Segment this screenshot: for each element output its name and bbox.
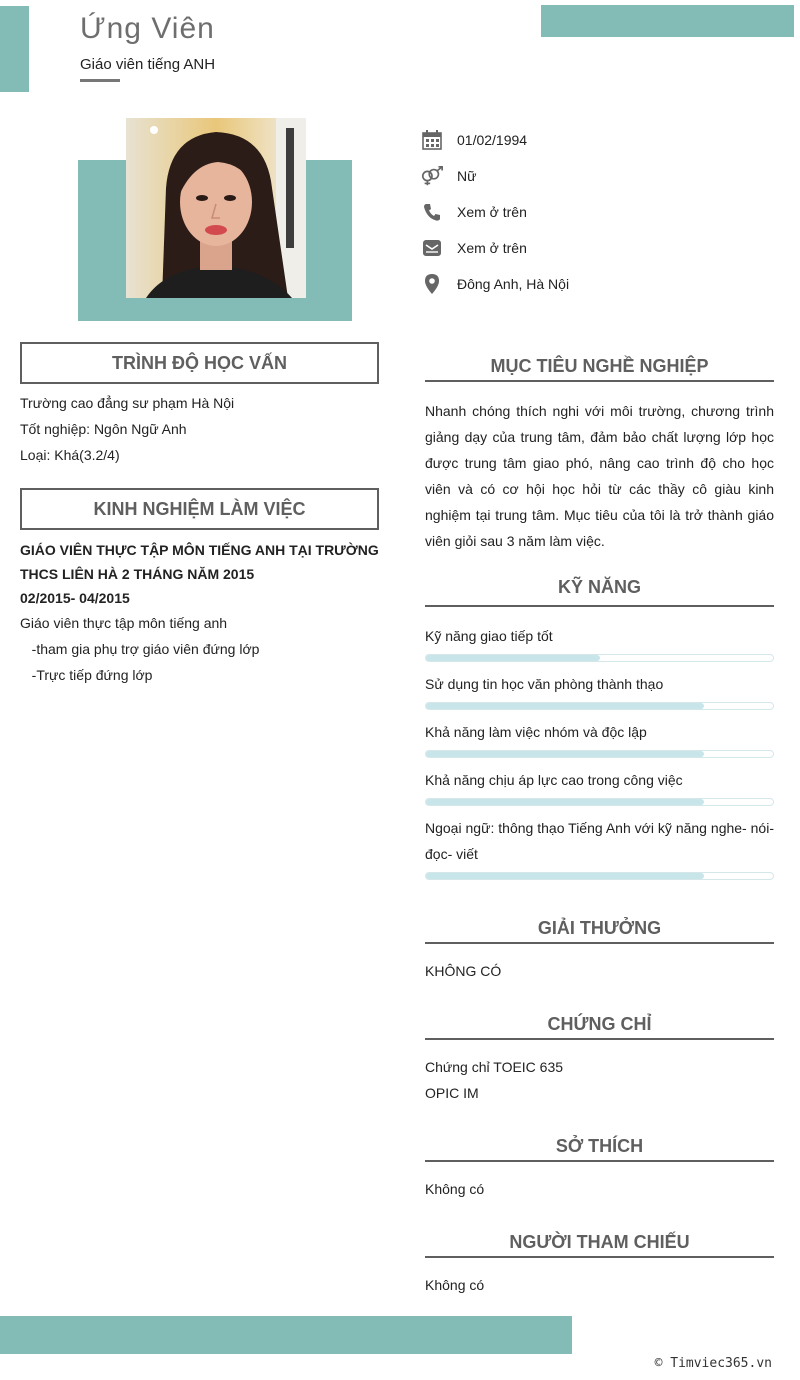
skill-bar xyxy=(425,798,774,806)
hobbies-title: SỞ THÍCH xyxy=(555,1136,644,1156)
location-pin-icon xyxy=(420,272,444,296)
experience-heading-cont: THCS LIÊN HÀ 2 THÁNG NĂM 2015 xyxy=(20,566,255,582)
awards-title: GIẢI THƯỞNG xyxy=(537,918,662,938)
email-icon xyxy=(420,236,444,260)
contact-text: Xem ở trên xyxy=(457,240,527,256)
skill-bar xyxy=(425,702,774,710)
certificate-item: Chứng chỉ TOEIC 635 xyxy=(425,1059,564,1075)
experience-period: 02/2015- 04/2015 xyxy=(20,590,130,606)
section-divider xyxy=(425,1256,774,1258)
section-divider xyxy=(425,380,774,382)
skill-bar-fill xyxy=(426,751,704,757)
contact-text: 01/02/1994 xyxy=(457,132,528,148)
certificate-item: OPIC IM xyxy=(425,1085,479,1101)
skill-bar-fill xyxy=(426,799,704,805)
accent-bar-bottom xyxy=(0,1316,572,1354)
title-underline xyxy=(80,79,120,82)
skill-label: Khả năng làm việc nhóm và độc lập xyxy=(425,724,647,740)
section-divider xyxy=(425,1038,774,1040)
contact-birthdate xyxy=(420,128,528,152)
section-divider xyxy=(425,942,774,944)
awards-text: KHÔNG CÓ xyxy=(425,963,502,979)
education-grade: Loại: Khá(3.2/4) xyxy=(20,447,120,463)
skill-bar-fill xyxy=(426,873,704,879)
skill-bar-fill xyxy=(426,655,600,661)
contact-address xyxy=(420,272,570,296)
job-title: Giáo viên tiếng ANH xyxy=(80,56,216,73)
hobbies-text: Không có xyxy=(425,1181,485,1197)
section-divider xyxy=(425,605,774,607)
candidate-name: Ứng Viên xyxy=(80,12,215,45)
contact-email xyxy=(420,236,527,260)
calendar-icon xyxy=(420,128,444,152)
education-major: Tốt nghiệp: Ngôn Ngữ Anh xyxy=(20,421,187,437)
experience-detail: -Trực tiếp đứng lớp xyxy=(20,667,153,683)
contact-text: Nữ xyxy=(457,168,477,184)
certificates-title: CHỨNG CHỈ xyxy=(547,1014,652,1034)
references-text: Không có xyxy=(425,1277,485,1293)
gender-icon xyxy=(420,164,444,188)
contact-phone xyxy=(420,200,527,224)
skill-bar-fill xyxy=(426,703,704,709)
accent-bar-top-left xyxy=(0,6,29,92)
education-title: TRÌNH ĐỘ HỌC VẤN xyxy=(20,342,379,384)
skill-label: Sử dụng tin học văn phòng thành thạo xyxy=(425,676,664,692)
experience-title: KINH NGHIỆM LÀM VIỆC xyxy=(20,488,379,530)
section-divider xyxy=(425,1160,774,1162)
skill-bar xyxy=(425,654,774,662)
skill-label: Khả năng chịu áp lực cao trong công việc xyxy=(425,772,683,788)
skill-label: Ngoại ngữ: thông thạo Tiếng Anh với kỹ năng nghe- nói- đọc- viết xyxy=(425,820,774,862)
skill-bar xyxy=(425,872,774,880)
skills-title: KỸ NĂNG xyxy=(557,577,641,597)
skill-bar xyxy=(425,750,774,758)
footer-copyright[interactable]: © Timviec365.vn xyxy=(654,1356,772,1371)
objective-text: Nhanh chóng thích nghi với môi trường, chương trình giảng dạy của trung tâm, đảm bảo chất lượng lớp học được trung tâm giao phó, nâng cao trình độ cho học viên và có cơ hội học hỏi từ các thầy cô giàu kinh nghiệm tại trung tâm. Mục tiêu của tôi là trở thành giáo viên giỏi sau 3 năm làm việc. xyxy=(425,403,774,549)
experience-detail: Giáo viên thực tập môn tiếng anh xyxy=(20,615,228,631)
accent-bar-top-right xyxy=(541,5,794,37)
contact-gender xyxy=(420,164,477,188)
contact-text: Xem ở trên xyxy=(457,204,527,220)
education-school: Trường cao đẳng sư phạm Hà Nội xyxy=(20,395,235,411)
skill-label: Kỹ năng giao tiếp tốt xyxy=(425,628,553,644)
contact-text: Đông Anh, Hà Nội xyxy=(457,276,570,292)
references-title: NGƯỜI THAM CHIẾU xyxy=(509,1232,690,1252)
experience-heading: GIÁO VIÊN THỰC TẬP MÔN TIẾNG ANH TẠI TRƯỜNG xyxy=(20,542,379,558)
experience-detail: -tham gia phụ trợ giáo viên đứng lớp xyxy=(20,641,260,657)
phone-icon xyxy=(420,200,444,224)
objective-title: MỤC TIÊU NGHỀ NGHIỆP xyxy=(490,356,709,376)
profile-photo xyxy=(126,118,306,298)
